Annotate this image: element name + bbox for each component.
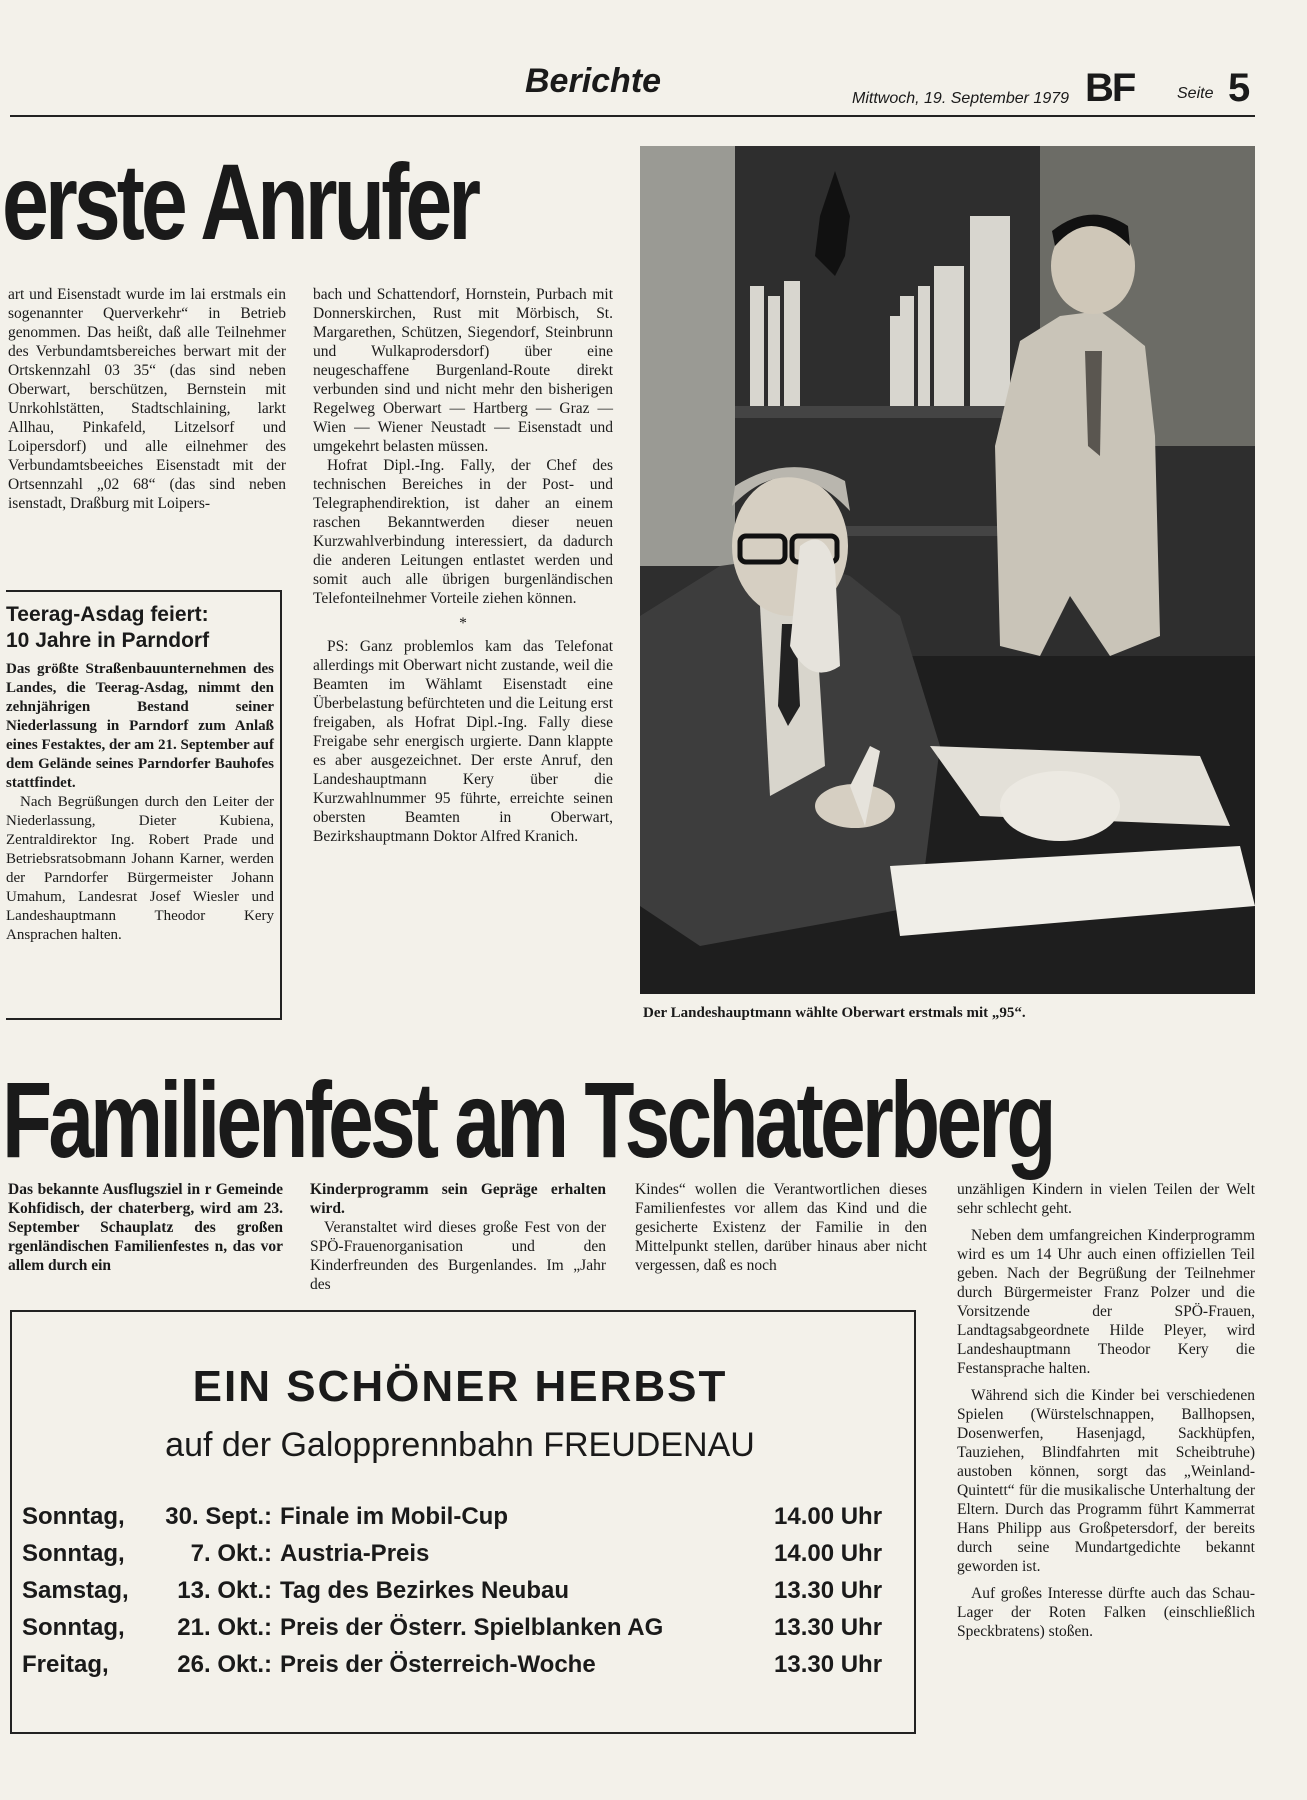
race-date: 7. Okt.: [190, 1540, 272, 1567]
page-number: 5 [1228, 66, 1251, 110]
schedule-row [22, 1614, 892, 1651]
race-time: 13.30 Uhr [774, 1651, 883, 1678]
separator-star: * [459, 615, 467, 632]
race-schedule [22, 1503, 892, 1688]
box-body: Nach Begrüßungen durch den Leiter der Niederlassung, Dieter Kubiena, Zentraldirektor Ing. Robert Prade und Betriebsratsobmann Johann Karner, werden der Parndorfer Bürgermeister Johann Umahum, Landesrat Josef Wiesler und Landeshauptmann Theodor Kery Ansprachen halten. [6, 794, 274, 943]
race-day: Sonntag, [22, 1540, 125, 1567]
news-photo [640, 146, 1255, 994]
issue-date: Mittwoch, 19. September 1979 [852, 90, 1070, 107]
article2-column-1 [8, 1180, 283, 1275]
article2-paragraph: Veranstaltet wird dieses große Fest von der SPÖ-Frauenorganisation und den Kinderfreunden des Burgenlandes. Im „Jahr des [310, 1219, 606, 1293]
box-lead: Das größte Straßenbauunternehmen des Landes, die Teerag-Asdag, nimmt den zehnjährigen Bestand seiner Niederlassung in Parndorf zum Anlaß eines Festaktes, der am 21. September auf dem Gelände seines Parndorfer Bauhofes stattfindet. [6, 661, 274, 791]
race-time: 14.00 Uhr [774, 1503, 883, 1530]
article2-paragraph: unzähligen Kindern in vielen Teilen der Welt sehr schlecht geht. [957, 1181, 1255, 1217]
race-event: Preis der Österr. Spielblanken AG [280, 1614, 664, 1641]
article2-paragraph: Auf großes Interesse dürfte auch das Schau-Lager der Roten Falken (einschließlich Speckbratens) stoßen. [957, 1585, 1255, 1640]
headline-erste-anrufer: erste Anrufer [2, 141, 478, 262]
box-title-line1: Teerag-Asdag feiert: [6, 603, 209, 626]
race-date: 13. Okt.: [177, 1577, 272, 1604]
section-title: Berichte [525, 62, 662, 100]
schedule-row [22, 1651, 892, 1688]
article1-paragraph: Hofrat Dipl.-Ing. Fally, der Chef des technischen Bereiches in der Post- und Telegraphendirektion, ist daher an einem raschen Bekanntwerden dieser neuen Kurzwahlverbindung interessiert, da dadurch die anderen Leitungen entlastet werden und somit auch alle übrigen burgenländischen Telefonteilnehmer Vorteile ziehen können. [313, 457, 613, 607]
newspaper-logo: BF [1085, 66, 1135, 110]
schedule-row [22, 1503, 892, 1540]
article2-paragraph: Neben dem umfangreichen Kinderprogramm wird es um 14 Uhr auch einen offiziellen Teil geben. Nach der Begrüßung der Teilnehmer durch Bürgermeister Franz Polzer und die Vorsitzende der SPÖ-Frauen, Landtagsabgeordnete Hilde Pleyer, wird Landeshauptmann Theodor Kery die Festansprache halten. [957, 1227, 1255, 1377]
ad-subtitle: auf der Galopprennbahn FREUDENAU [165, 1426, 755, 1464]
teerag-news-box [6, 590, 282, 1020]
race-day: Sonntag, [22, 1503, 125, 1530]
race-date: 26. Okt.: [177, 1651, 272, 1678]
ad-title: EIN SCHÖNER HERBST [192, 1362, 728, 1411]
race-event: Preis der Österreich-Woche [280, 1651, 596, 1678]
article2-column-2 [310, 1180, 606, 1294]
article2-column-3 [635, 1180, 927, 1275]
race-date: 21. Okt.: [177, 1614, 272, 1641]
header-divider [10, 115, 1255, 117]
article2-paragraph: Kindes“ wollen die Verantwortlichen dieses Familienfestes vor allem das Kind und die gesicherte Existenz der Familie in den Mittelpunkt stellen, darüber hinaus aber nicht vergessen, daß es noch [635, 1181, 927, 1274]
article2-paragraph-bold: Kinderprogramm sein Gepräge erhalten wird. [310, 1181, 606, 1217]
article1-paragraph: art und Eisenstadt wurde im lai erstmals ein sogenannter Querverkehr“ in Betrieb genommen. Das heißt, daß alle Teilnehmer des Verbundamtsbereiches berwart mit der Ortskennzahl 03 35“ (das sind neben Oberwart, berschützen, Bernstein mit Unrkohlstätten, Stadtschlaining, larkt Allhau, Pinkafeld, Litzelsorf und Loipersdorf) und alle eilnehmer des Verbundamtsbeeiches Eisenstadt mit der Ortsennzahl „02 68“ (das sind neben isenstadt, Draßburg mit Loipers- [8, 286, 286, 512]
race-day: Samstag, [22, 1577, 129, 1604]
article2-column-4 [957, 1180, 1255, 1649]
race-day: Freitag, [22, 1651, 109, 1678]
race-time: 14.00 Uhr [774, 1540, 883, 1567]
article1-paragraph: PS: Ganz problemlos kam das Telefonat allerdings mit Oberwart nicht zustande, weil die Beamten im Wählamt Eisenstadt eine Überbelastung befürchteten und die Leitung erst freigaben, als Hofrat Dipl.-Ing. Fally diese Freigabe sehr energisch urgierte. Dann klappte es aber ausgezeichnet. Der erste Anruf, den Landeshauptmann Kery über die Kurzwahlnummer 95 führte, erreichte seinen obersten Beamten in Oberwart, Bezirkshauptmann Doktor Alfred Kranich. [313, 638, 613, 845]
box-title-line2: 10 Jahre in Parndorf [6, 629, 210, 652]
race-day: Sonntag, [22, 1614, 125, 1641]
article1-paragraph: bach und Schattendorf, Hornstein, Purbach mit Donnerskirchen, Rust mit Mörbisch, St. Margarethen, Schützen, Siegendorf, Steinbrunn und Wulkaprodersdorf) über eine neugeschaffene Burgenland-Route direkt verbunden sind und nicht mehr den bisherigen Regelweg Oberwart — Hartberg — Graz — Wien — Wiener Neustadt — Eisenstadt und umgekehrt belasten müssen. [313, 286, 613, 455]
article2-paragraph: Während sich die Kinder bei verschiedenen Spielen (Würstelschnappen, Ballhopsen, Dosenwerfen, Hasenjagd, Sackhüpfen, Tauziehen, Blindfahrten mit Scheibtruhe) austoben können, sorgt das „Weinland-Quintett“ für die musikalische Unterhaltung der Eltern. Durch das Programm führt Kammerrat Hans Philipp aus Großpetersdorf, der bereits durch seine Mundartgedichte bekannt geworden ist. [957, 1387, 1255, 1575]
schedule-row [22, 1577, 892, 1614]
headline-familienfest: Familienfest am Tschaterberg [2, 1059, 1053, 1180]
race-event: Finale im Mobil-Cup [280, 1503, 508, 1530]
race-event: Austria-Preis [280, 1540, 430, 1567]
article2-paragraph: Das bekannte Ausflugsziel in r Gemeinde Kohfidisch, der chaterberg, wird am 23. September Schauplatz des großen rgenländischen Familienfestes n, das vor allem durch ein [8, 1181, 283, 1274]
photo-illustration [640, 146, 1255, 994]
photo-caption: Der Landeshauptmann wählte Oberwart erstmals mit „95“. [643, 1005, 1026, 1021]
race-time: 13.30 Uhr [774, 1577, 883, 1604]
schedule-row [22, 1540, 892, 1577]
race-date: 30. Sept.: [165, 1503, 272, 1530]
article1-column-b [313, 285, 613, 846]
article1-column-a [8, 285, 286, 513]
race-event: Tag des Bezirkes Neubau [280, 1577, 569, 1604]
page-label: Seite [1177, 85, 1214, 102]
race-time: 13.30 Uhr [774, 1614, 883, 1641]
